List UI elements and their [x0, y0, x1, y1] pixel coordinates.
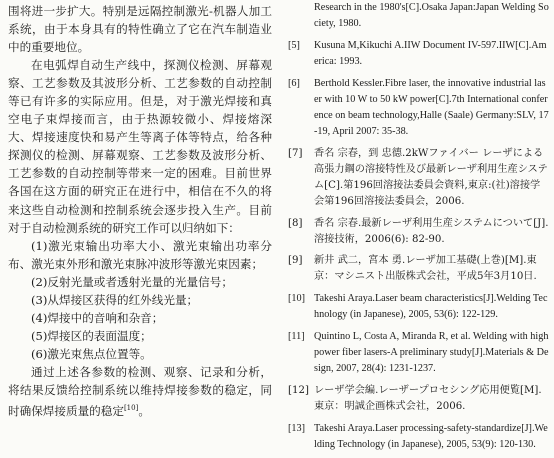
reference-list [288, 0, 550, 458]
reference-number: [6] [288, 77, 300, 89]
citation-mark: [10] [123, 404, 139, 413]
reference-number: [9] [288, 255, 303, 267]
reference-number: [11] [288, 330, 305, 342]
reference-item [288, 76, 550, 140]
list-item-laser-beam: (1)激光束输出功率大小、激光束输出功率分布、激光束外形和激光束脉冲波形等激光束因素； [8, 238, 272, 271]
reference-continued: Research in the 1980's[C].Osaka Japan:Japan Welding Society, 1980. [314, 2, 549, 30]
body-paragraph-conclusion [8, 363, 272, 420]
reference-item [288, 291, 550, 323]
reference-item [288, 38, 550, 70]
reference-text: レーザ学会編.レーザープロセシング応用便覧[M].東京：明誠企画株式会社，2006. [314, 384, 542, 412]
reference-text: 新井 武二，宮本 勇.レーザ加工基礎(上巻)[M].東京：マシニスト出版株式会社，平成5年3月10日. [314, 255, 537, 283]
conclusion-end: 。 [138, 403, 150, 418]
reference-text: 香名 宗春.最新レーザ利用生産システムについて[J].溶接技術，2006(6): 82-90. [314, 217, 549, 245]
reference-text: Takeshi Araya.Laser beam characteristics[J].Welding Technology (in Japanese), 2005, 53(6): 122-129. [314, 293, 548, 321]
list-item-focus: (6)激光束焦点位置等。 [31, 346, 152, 361]
reference-item [288, 329, 550, 377]
reference-number: [7] [288, 147, 303, 159]
reference-item [288, 383, 550, 415]
reference-number: [12] [288, 384, 309, 396]
reference-text: 香名 宗春，到 忠德.2kWファイバー レーザによる高張力鋼の溶接特性及び最新レーザ利用生産システム[C].第196回溶接法委員会資料,東京:(社)溶接学会第196回溶接法委員会，2006. [314, 147, 548, 207]
reference-number: [10] [288, 293, 305, 305]
reference-text: Takeshi Araya.Laser processing-safety-standardize[J].Welding Technology (in Japanese), 2005, 53(9): 120-130. [314, 422, 548, 450]
left-column [8, 0, 272, 420]
reference-number: [8] [288, 217, 303, 229]
list-item-temperature: (5)焊接区的表面温度； [31, 328, 152, 343]
reference-item [288, 253, 550, 285]
reference-text: Berthold Kessler.Fibre laser, the innovative industrial laser with 10 W to 50 kW power[C].7th International conference on beam technology,Halle (Saale) Germany:SLV, 17-19, April 2007: 35-38. [314, 77, 549, 137]
list-item-light-signal: (2)反射光量或者透射光量的光量信号； [31, 274, 233, 289]
reference-item [288, 421, 550, 453]
reference-entries [288, 38, 550, 453]
conclusion-text: 通过上述各参数的检测、观察、记录和分析，将结果反馈给控制系统以维持焊接参数的稳定，同时确保焊接质量的稳定 [8, 364, 272, 418]
reference-number: [5] [288, 39, 300, 51]
list-item-sound: (4)焊接中的音响和杂音； [31, 310, 164, 325]
body-paragraph-detection: 在电弧焊自动生产线中，探测仪检测、屏幕观察、工艺参数及其波形分析、工艺参数的自动控制等已有许多的实际应用。但是，对于激光焊接和真空电子束焊接而言，由于热源较微小、焊接熔深大、焊接速度快和易产生等离子体等特点，给各种探测仪的检测、屏幕观察、工艺参数及波形分析、工艺参数的自动控制等带来一定的困难。目前世界各国在这方面的研究正在进行中，相信在不久的将来这些自动检测和控制系统会逐步投入生产。目前对于自动检测系统的研究工作可以归纳如下： [8, 58, 272, 235]
reference-item [288, 146, 550, 210]
list-item-infrared: (3)从焊接区获得的红外线光量； [31, 292, 199, 307]
body-paragraph-continued: 围将进一步扩大。特别是远隔控制激光-机器人加工系统，由于本身具有的特性确立了它在汽车制造业中的重要地位。 [8, 4, 272, 55]
reference-number: [13] [288, 422, 305, 434]
reference-item [288, 216, 550, 248]
reference-text: Kusuna M,Kikuchi A.IIW Document IV-597.IIW[C].America: 1993. [314, 39, 547, 67]
reference-text: Quintino L, Costa A, Miranda R, et al. Welding with high power fiber lasers-A preliminary study[J].Materials & Design, 2007, 28(4): 1231-1237. [314, 330, 549, 375]
